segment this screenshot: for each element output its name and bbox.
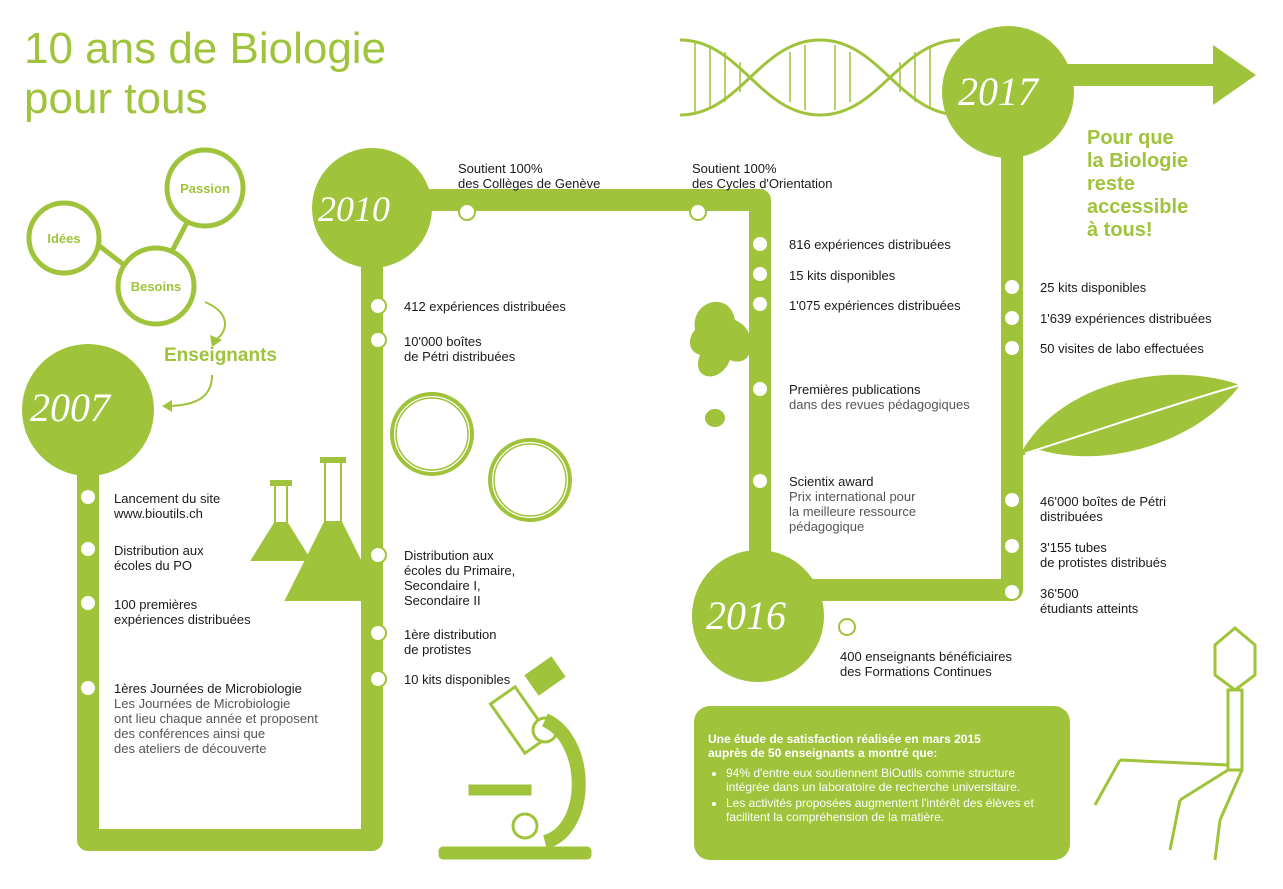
bubble-passion: Passion <box>180 181 230 196</box>
year-2016: 2016 <box>706 593 786 638</box>
event-2010-top-1 <box>458 161 600 191</box>
event-desc: Les Journées de Microbiologie <box>114 696 291 711</box>
event-title: 412 expériences distribuées <box>404 299 566 314</box>
event-mid-4 <box>789 382 970 412</box>
bubble-ideas: Idées <box>47 231 81 246</box>
event-desc: pédagogique <box>789 519 865 534</box>
event-title: écoles du Primaire, <box>404 563 516 578</box>
event-title: de protistes distribués <box>1040 555 1167 570</box>
event-2017-2 <box>1040 311 1212 326</box>
microscope-icon <box>440 658 590 858</box>
target-audience: Enseignants <box>164 345 277 366</box>
event-title: 46'000 boîtes de Pétri <box>1040 494 1167 509</box>
event-title: Soutient 100% <box>692 161 777 176</box>
event-title: Distribution aux <box>114 543 204 558</box>
event-2017-6 <box>1040 586 1138 616</box>
event-title: 15 kits disponibles <box>789 268 896 283</box>
event-2007-2 <box>114 543 204 573</box>
tagline-line: reste <box>1087 173 1135 195</box>
event-title: Distribution aux <box>404 548 494 563</box>
event-title: 10'000 boîtes <box>404 334 482 349</box>
event-title: des Collèges de Genève <box>458 176 601 191</box>
survey-heading: auprès de 50 enseignants a montré que: <box>708 746 938 760</box>
event-2010-top-2 <box>692 161 833 191</box>
event-title: de protistes <box>404 642 472 657</box>
event-2010-4 <box>404 627 497 657</box>
event-title: des Cycles d'Orientation <box>692 176 833 191</box>
event-2007-4 <box>114 681 318 756</box>
event-title: 50 visites de labo effectuées <box>1040 341 1204 356</box>
event-2017-5 <box>1040 540 1166 570</box>
event-title: 1ères Journées de Microbiologie <box>114 681 302 696</box>
leaf-icon <box>1005 375 1240 462</box>
event-2010-5 <box>404 672 510 687</box>
tagline <box>1087 127 1277 242</box>
event-mid-1 <box>789 237 951 252</box>
event-2007-3 <box>114 597 251 627</box>
event-title: 400 enseignants bénéficiaires <box>840 649 1013 664</box>
event-title: 10 kits disponibles <box>404 672 511 687</box>
year-2010: 2010 <box>318 189 390 229</box>
event-desc: des ateliers de découverte <box>114 741 267 756</box>
event-2017-1 <box>1040 280 1146 295</box>
stain-decoration <box>690 302 751 427</box>
tagline-line: la Biologie <box>1087 150 1189 172</box>
title-line-2: pour tous <box>24 74 208 123</box>
event-2007-1 <box>114 491 220 521</box>
event-title: Scientix award <box>789 474 874 489</box>
event-title: 3'155 tubes <box>1040 540 1107 555</box>
event-2016 <box>840 649 1012 679</box>
flask-icon <box>252 458 380 600</box>
event-title: 816 expériences distribuées <box>789 237 951 252</box>
event-desc: dans des revues pédagogiques <box>789 397 970 412</box>
event-desc: des conférences ainsi que <box>114 726 266 741</box>
tagline-line: accessible <box>1087 196 1189 218</box>
event-title: expériences distribuées <box>114 612 251 627</box>
year-2007: 2007 <box>30 385 110 430</box>
title-line-1: 10 ans de Biologie <box>24 24 387 73</box>
event-title: Secondaire II <box>404 593 481 608</box>
page-title <box>24 24 386 124</box>
bubble-needs: Besoins <box>130 279 182 294</box>
event-title: de Pétri distribuées <box>404 349 516 364</box>
event-title: 1'639 expériences distribuées <box>1040 311 1212 326</box>
tagline-line: à tous! <box>1087 219 1153 241</box>
survey-list <box>708 766 1056 824</box>
event-title: distribuées <box>1040 509 1103 524</box>
event-title: 100 premières <box>114 597 198 612</box>
timeline-arrow <box>1213 45 1256 105</box>
event-title: 1ère distribution <box>404 627 497 642</box>
event-title: Secondaire I, <box>404 578 481 593</box>
event-mid-5 <box>789 474 916 534</box>
survey-box <box>694 706 1070 860</box>
event-2017-4 <box>1040 494 1166 524</box>
bacteriophage-icon <box>1095 628 1255 860</box>
event-title: Lancement du site <box>114 491 221 506</box>
event-title: 1'075 expériences distribuées <box>789 298 961 313</box>
event-2010-1 <box>404 299 566 314</box>
dna-icon <box>680 40 960 115</box>
event-2010-2 <box>404 334 515 364</box>
tagline-line: Pour que <box>1087 127 1174 149</box>
event-title: 36'500 <box>1040 586 1079 601</box>
event-title: Premières publications <box>789 382 921 397</box>
event-title: 25 kits disponibles <box>1040 280 1147 295</box>
petri-dish-icon <box>392 394 570 520</box>
event-title: étudiants atteints <box>1040 601 1139 616</box>
event-desc: la meilleure ressource <box>789 504 917 519</box>
event-desc: Prix international pour <box>789 489 916 504</box>
survey-heading: Une étude de satisfaction réalisée en mars 2015 <box>708 732 981 746</box>
event-title: www.bioutils.ch <box>114 506 203 521</box>
event-mid-3 <box>789 298 961 313</box>
event-title: écoles du PO <box>114 558 193 573</box>
event-2017-3 <box>1040 341 1204 356</box>
event-mid-2 <box>789 268 895 283</box>
event-2010-3 <box>404 548 515 608</box>
year-2017: 2017 <box>958 69 1038 114</box>
survey-point: • 94% d'entre eux soutiennent BiOutils comme structure intégrée dans un laboratoire de recherche universitaire. <box>726 766 1056 794</box>
survey-point: • Les activités proposées augmentent l'intérêt des élèves et facilitent la compréhension de la matière. <box>726 796 1056 824</box>
event-title: Soutient 100% <box>458 161 543 176</box>
event-desc: ont lieu chaque année et proposent <box>114 711 318 726</box>
event-title: des Formations Continues <box>840 664 992 679</box>
